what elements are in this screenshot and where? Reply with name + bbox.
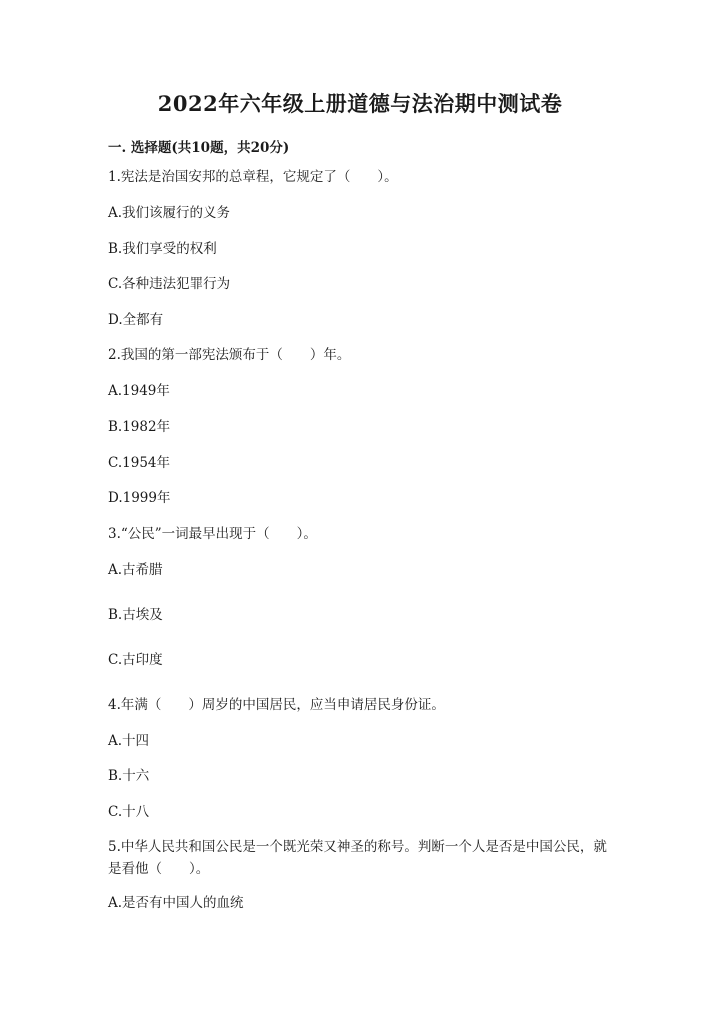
section-heading: 一. 选择题(共10题，共20分)	[108, 140, 290, 156]
answer-option: D.全都有	[108, 312, 164, 328]
answer-option: C.各种违法犯罪行为	[108, 276, 231, 292]
answer-option: C.古印度	[108, 652, 163, 668]
answer-option: B.十六	[108, 768, 150, 784]
answer-option: B.1982年	[108, 419, 171, 435]
answer-option: B.我们享受的权利	[108, 241, 217, 257]
answer-option: A.十四	[108, 733, 150, 749]
answer-option: A.1949年	[108, 383, 170, 399]
answer-option: C.1954年	[108, 455, 170, 471]
question-stem: 3.“公民”一词最早出现于（ ）。	[108, 526, 317, 542]
question-stem: 2.我国的第一部宪法颁布于（ ）年。	[108, 347, 351, 363]
question-stem: 5.中华人民共和国公民是一个既光荣又神圣的称号。判断一个人是否是中国公民，就是看他（ ）。	[108, 839, 607, 877]
answer-option: A.是否有中国人的血统	[108, 895, 244, 911]
answer-option: C.十八	[108, 804, 150, 820]
question-stem: 4.年满（ ）周岁的中国居民，应当申请居民身份证。	[108, 697, 445, 713]
answer-option: D.1999年	[108, 490, 171, 506]
answer-option: B.古埃及	[108, 607, 163, 623]
exam-title: 2022年六年级上册道德与法治期中测试卷	[157, 91, 563, 116]
answer-option: A.我们该履行的义务	[108, 205, 231, 221]
question-stem: 1.宪法是治国安邦的总章程，它规定了（ ）。	[108, 169, 398, 185]
answer-option: A.古希腊	[108, 562, 163, 578]
